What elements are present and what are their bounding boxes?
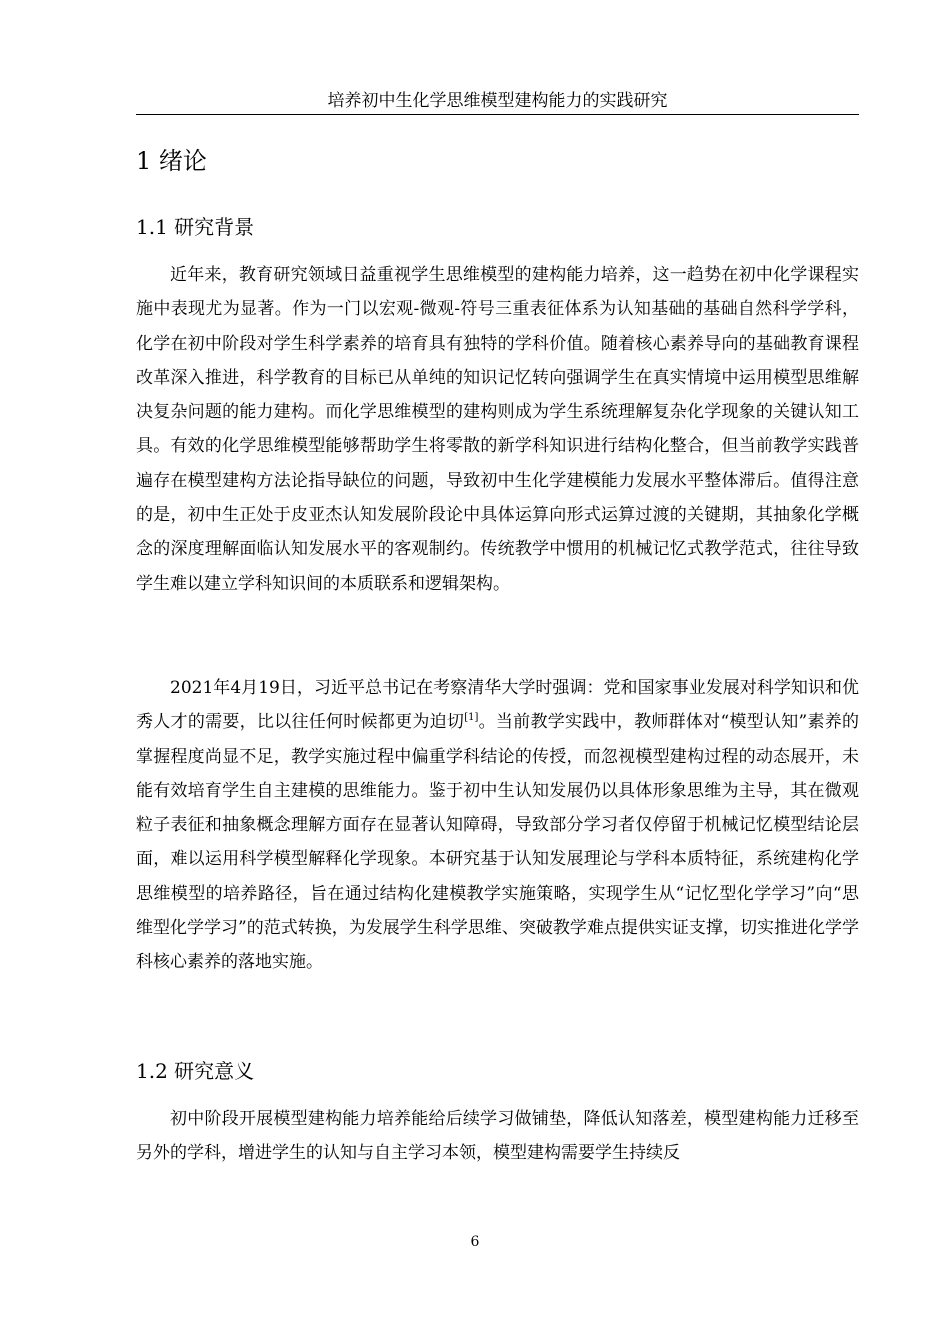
chapter-title: 1 绪论 xyxy=(136,147,207,175)
running-header-title: 培养初中生化学思维模型建构能力的实践研究 xyxy=(327,91,668,111)
paragraph-significance-1: 初中阶段开展模型建构能力培养能给后续学习做铺垫，降低认知落差，模型建构能力迁移至另外的学科，增进学生的认知与自主学习本领，模型建构需要学生持续反 xyxy=(136,1109,859,1164)
paragraph-background-1: 近年来，教育研究领域日益重视学生思维模型的建构能力培养，这一趋势在初中化学课程实施中表现尤为显著。作为一门以宏观-微观-符号三重表征体系为认知基础的基础自然科学学科，化学在初中阶段对学生科学素养的培育具有独特的学科价值。随着核心素养导向的基础教育课程改革深入推进，科学教育的目标已从单纯的知识记忆转向强调学生在真实情境中运用模型思维解决复杂问题的能力建构。而化学思维模型的建构则成为学生系统理解复杂化学现象的关键认知工具。有效的化学思维模型能够帮助学生将零散的新学科知识进行结构化整合，但当前教学实践普遍存在模型建构方法论指导缺位的问题，导致初中生化学建模能力发展水平整体滞后。值得注意的是，初中生正处于皮亚杰认知发展阶段论中具体运算向形式运算过渡的关键期，其抽象化学概念的深度理解面临认知发展水平的客观制约。传统教学中惯用的机械记忆式教学范式，往往导致学生难以建立学科知识间的本质联系和逻辑架构。 xyxy=(136,265,859,594)
section-heading-1-1: 1.1 研究背景 xyxy=(136,215,255,239)
citation-marker: [1] xyxy=(464,712,479,724)
paragraph-text: 2021年4月19日，习近平总书记在考察清华大学时强调：党和国家事业发展对科学知识和优秀人才的需要，比以往任何时候都更为迫切 xyxy=(136,678,859,733)
section-heading-1-2: 1.2 研究意义 xyxy=(136,1059,255,1083)
paragraph-background-2 xyxy=(136,671,859,980)
paragraph-text: 。当前教学实践中，教师群体对“模型认知”素养的掌握程度尚显不足，教学实施过程中偏重学科结论的传授，而忽视模型建构过程的动态展开，未能有效培育学生自主建模的思维能力。鉴于初中生认知发展仍以具体形象思维为主导，其在微观粒子表征和抽象概念理解方面存在显著认知障碍，导致部分学习者仅停留于机械记忆模型结论层面，难以运用科学模型解释化学现象。本研究基于认知发展理论与学科本质特征，系统建构化学思维模型的培养路径，旨在通过结构化建模教学实施策略，实现学生从“记忆型化学学习”向“思维型化学学习”的范式转换，为发展学生科学思维、突破教学难点提供实证支撑，切实推进化学学科核心素养的落地实施。 xyxy=(136,712,860,973)
page-number: 6 xyxy=(470,1234,480,1250)
running-header xyxy=(136,88,859,115)
